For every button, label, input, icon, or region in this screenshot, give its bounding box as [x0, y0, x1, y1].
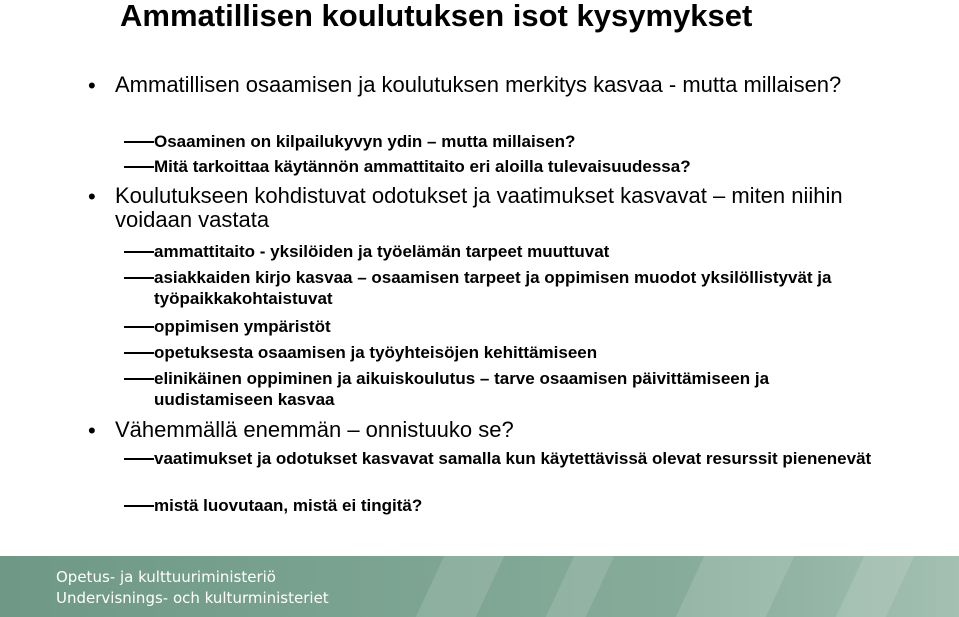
sub-item	[124, 156, 884, 177]
footer-stripe	[676, 556, 794, 617]
dash-marker	[124, 458, 154, 460]
footer-stripe	[836, 556, 914, 617]
sub-item	[124, 316, 884, 337]
sub-item-text: oppimisen ympäristöt	[154, 317, 331, 336]
sub-item-text: mistä luovutaan, mistä ei tingitä?	[154, 496, 423, 515]
dash-marker	[124, 378, 154, 380]
sub-item	[124, 368, 884, 410]
sub-item-text: ammattitaito - yksilöiden ja työelämän tarpeet muuttuvat	[154, 242, 610, 261]
dash-marker	[124, 166, 154, 168]
sub-item-text: opetuksesta osaamisen ja työyhteisöjen kehittämiseen	[154, 343, 598, 362]
sub-item	[124, 241, 884, 262]
ministry-name-sv: Undervisnings- och kulturministeriet	[56, 589, 329, 607]
bullet-item	[88, 184, 885, 232]
bullet-text: Vähemmällä enemmän – onnistuuko se?	[115, 417, 514, 442]
bullet-text: Ammatillisen osaamisen ja koulutuksen merkitys kasvaa - mutta millaisen?	[115, 72, 842, 97]
dash-marker	[124, 352, 154, 354]
footer-banner	[0, 556, 959, 617]
bullet-marker: •	[88, 73, 96, 98]
footer-stripe	[416, 556, 504, 617]
sub-item	[124, 131, 884, 152]
sub-item	[124, 495, 884, 516]
footer-stripe	[546, 556, 614, 617]
sub-item-text: Osaaminen on kilpailukyvyn ydin – mutta millaisen?	[154, 132, 576, 151]
bullet-item	[88, 418, 885, 444]
dash-marker	[124, 141, 154, 143]
bullet-marker: •	[88, 418, 96, 443]
dash-marker	[124, 277, 154, 279]
bullet-item	[88, 73, 885, 99]
sub-item-text: elinikäinen oppiminen ja aikuiskoulutus – tarve osaamisen päivittämiseen ja uudistamiseen kasvaa	[154, 369, 770, 409]
dash-marker	[124, 326, 154, 328]
sub-item-text: asiakkaiden kirjo kasvaa – osaamisen tarpeet ja oppimisen muodot yksilöllistyvät ja työpaikkakohtaistuvat	[154, 268, 832, 308]
ministry-name-fi: Opetus- ja kulttuuriministeriö	[56, 568, 276, 586]
dash-marker	[124, 251, 154, 253]
sub-item	[124, 448, 884, 469]
sub-item	[124, 267, 869, 309]
bullet-text: Koulutukseen kohdistuvat odotukset ja vaatimukset kasvavat – miten niihin voidaan vastata	[115, 183, 843, 232]
sub-item-text: Mitä tarkoittaa käytännön ammattitaito eri aloilla tulevaisuudessa?	[154, 157, 691, 176]
sub-item	[124, 342, 884, 363]
sub-item-text: vaatimukset ja odotukset kasvavat samalla kun käytettävissä olevat resurssit pienenevät	[154, 449, 872, 468]
dash-marker	[124, 505, 154, 507]
bullet-marker: •	[88, 184, 96, 209]
slide-title: Ammatillisen koulutuksen isot kysymykset	[120, 0, 753, 33]
